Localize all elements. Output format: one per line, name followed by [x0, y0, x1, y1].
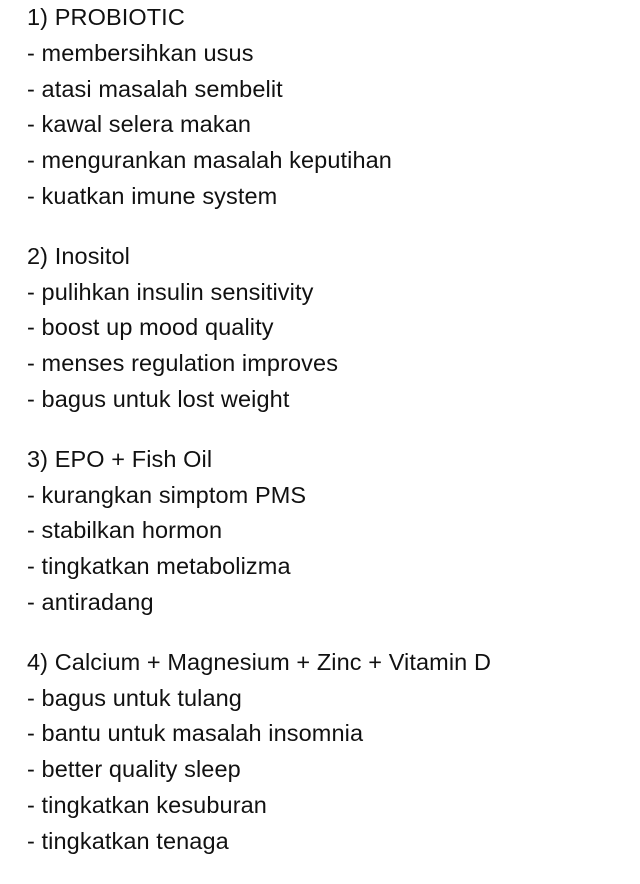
list-item: - bantu untuk masalah insomnia	[27, 720, 364, 747]
list-item: - bagus untuk tulang	[27, 684, 242, 711]
list-item: - atasi masalah sembelit	[27, 75, 283, 102]
list-item: - pulihkan insulin sensitivity	[27, 278, 314, 305]
list-item: - mengurankan masalah keputihan	[27, 147, 392, 174]
list-item: - kurangkan simptom PMS	[27, 481, 307, 508]
list-item: - tingkatkan tenaga	[27, 827, 229, 854]
section-heading: 2) Inositol	[27, 242, 130, 269]
list-item: - better quality sleep	[27, 756, 241, 783]
benefit-list	[27, 36, 627, 215]
benefit-list	[27, 681, 627, 860]
list-item: - menses regulation improves	[27, 350, 339, 377]
section-probiotic	[27, 0, 627, 215]
list-item: - membersihkan usus	[27, 39, 254, 66]
list-item: - bagus untuk lost weight	[27, 385, 290, 412]
section-heading: 1) PROBIOTIC	[27, 4, 185, 30]
section-heading: 4) Calcium + Magnesium + Zinc + Vitamin D	[27, 648, 492, 675]
list-item: - kawal selera makan	[27, 111, 252, 138]
section-heading: 3) EPO + Fish Oil	[27, 445, 213, 472]
list-item: - stabilkan hormon	[27, 517, 223, 544]
benefit-list	[27, 275, 627, 418]
section-epo-fish-oil	[27, 442, 627, 621]
list-item: - tingkatkan metabolizma	[27, 553, 291, 580]
list-item: - antiradang	[27, 588, 154, 615]
supplement-notes	[27, 0, 627, 884]
list-item: - kuatkan imune system	[27, 182, 278, 209]
benefit-list	[27, 478, 627, 621]
list-item: - boost up mood quality	[27, 314, 274, 341]
section-inositol	[27, 239, 627, 418]
list-item: - tingkatkan kesuburan	[27, 791, 267, 818]
section-calcium-magnesium-zinc-vitamin-d	[27, 645, 627, 860]
